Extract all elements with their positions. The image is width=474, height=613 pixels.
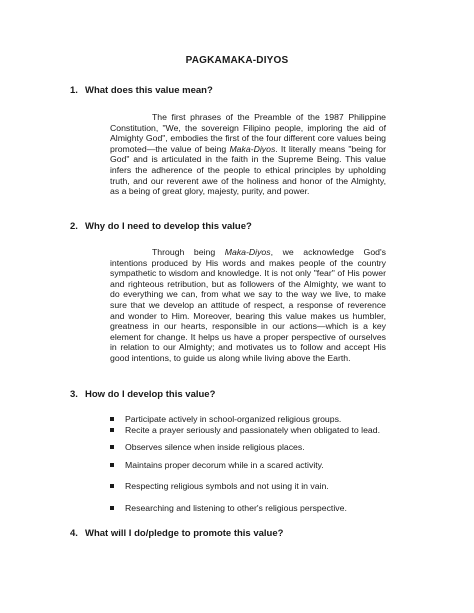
answer-1-text-b: . It literally means "being for God" and is articulated in the faith in the Supreme Being. This value infers the adherence of the people to ethical principles by upholding truth, and our reverent awe of the holiness and honor of the Almighty, as a being of great glory, majesty, purity, and power. (110, 143, 387, 197)
answer-1-italic: Maka-Diyos (229, 143, 276, 154)
bullet-icon (110, 445, 114, 449)
answer-1-text-a: The first phrases of the Preamble of the 1987 Philippine Constitution, "We, the sovereign Filipino people, imploring the aid of Almighty God", embodies the first of the four different core values being promoted—the value of being (110, 112, 386, 154)
bullet-icon (110, 417, 114, 421)
bullet-icon (110, 506, 114, 510)
list-item: Respecting religious symbols and not using it in vain. (109, 481, 380, 492)
answer-1-paragraph (110, 112, 386, 197)
answer-2-text-a: Through being (152, 247, 225, 257)
question-3 (70, 389, 215, 400)
list-item: Researching and listening to other's religious perspective. (109, 503, 380, 514)
question-4-number: 4. (70, 528, 78, 539)
answer-2-paragraph (110, 247, 386, 364)
develop-value-list (109, 414, 380, 514)
document-title: PAGKAMAKA-DIYOS (185, 55, 289, 66)
question-2-number: 2. (70, 221, 78, 232)
bullet-icon (110, 463, 114, 467)
list-item: Observes silence when inside religious places. (109, 442, 380, 453)
question-1-number: 1. (70, 85, 78, 96)
question-1-text: What does this value mean? (85, 85, 213, 96)
list-item: Recite a prayer seriously and passionately when obligated to lead. (109, 425, 380, 436)
answer-2-text-b: , we acknowledge God's intentions produced by His words and makes people of the country sympathetic to wisdom and knowledge. It is not only "fear" of His power and righteous retribution, but as followers of the Almighty, we want to do everything we can, from what we say to the way we live, to make sure that we develop an attitude of respect, a response of reverence and wonder to Him. Moreover, bearing this value makes us humbler, greatness in our hearts, responsible in our actions—which is a key element for change. It helps us have a proper perspective of ourselves in relation to our Almighty; and motivates us to follow and accept His good intentions, to guide us along while living above the Earth. (110, 247, 386, 363)
question-1 (70, 85, 213, 96)
question-3-text: How do I develop this value? (85, 389, 216, 400)
bullet-icon (110, 428, 114, 432)
list-item: Maintains proper decorum while in a scared activity. (109, 460, 380, 471)
question-2-text: Why do I need to develop this value? (85, 221, 252, 232)
question-4 (70, 528, 283, 539)
question-4-text: What will I do/pledge to promote this value? (85, 528, 284, 539)
answer-2-italic: Maka-Diyos (224, 247, 271, 257)
list-item: Participate actively in school-organized religious groups. (109, 414, 380, 425)
question-2 (70, 221, 252, 232)
bullet-icon (110, 484, 114, 488)
question-3-number: 3. (70, 389, 78, 400)
